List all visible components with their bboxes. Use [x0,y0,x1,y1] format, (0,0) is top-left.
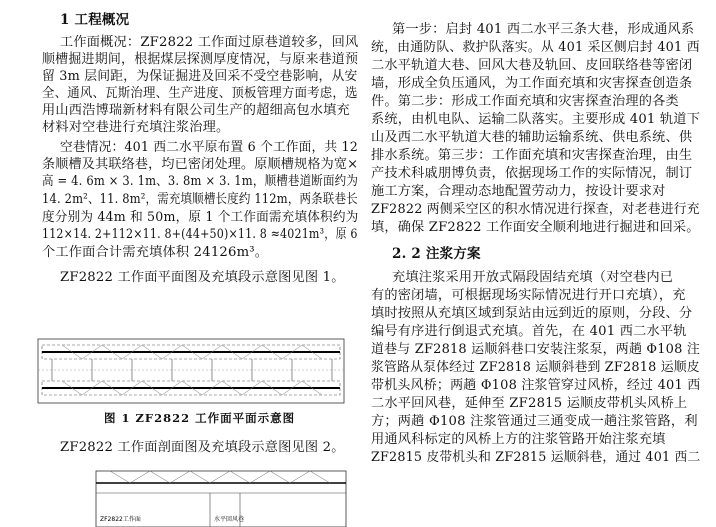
text-line: 二水平轨道大巷、回风大巷及轨回、皮回联络巷等密闭 [371,58,693,73]
text-line: 112×14. 2+112×11. 8+(44+50)×11. 8 ≈4021m³，原 6 [42,227,358,242]
text-line: 有的密闭墙，可根据现场实际情况进行开口充填），充 [371,288,686,303]
text-line: ZF2822 工作面平面图及充填段示意图见图 1。 [60,270,345,285]
text-line: 系统，由机电队、运输二队落实。主要形成 401 轨道下 [371,112,701,127]
text-line: 填，确保 ZF2822 工作面安全顺利地进行掘进和回采。 [371,220,700,235]
text-line: 编号有序进行倒退式充填。首先，在 401 西二水平轨 [371,324,687,339]
text-line: 高 = 4. 6m × 3. 1m、3. 8m × 3. 1m，顺槽巷道断面约为 [42,174,359,189]
text-line: 用通风科标定的风桥上方的注浆管路开始注浆充填 [371,432,666,447]
text-line: 个工作面合计需充填体积 24126m³。 [42,245,269,260]
figure1-caption: 图 1 ZF2822 工作面平面示意图 [104,411,296,425]
text-line: 用山西浩博瑞新材料有限公司生产的超细高包水填充 [42,103,350,118]
text-line: 山及西二水平轨道大巷的辅助运输系统、供电系统、供 [371,130,693,145]
text-line: 工作面概况：ZF2822 工作面过原巷道较多，回风 [60,35,359,50]
text-line: ZF2822 工作面剖面图及充填段示意图见图 2。 [60,440,345,455]
text-line: 度分别为 44m 和 50m，原 1 个工作面需充填体积约为 [42,210,359,225]
text-line: 浆管路从泵体经过 ZF2818 运顺斜巷到 ZF2818 运顺皮 [371,360,700,375]
text-line: 道巷与 ZF2818 运顺斜巷口安装注浆泵，两趟 Φ108 注 [371,342,700,357]
figure2-label-roadway: 水平回风巷 [214,516,245,523]
text-line: 二水平回风巷，延伸至 ZF2815 运顺皮带机头风桥上 [371,396,688,411]
text-line: 14. 2m²、11. 8m²，需充填顺槽长度约 112m，两条联巷长 [42,192,358,207]
text-line: 条顺槽及其联络巷，均已密闭处理。原顺槽规格为宽× [42,157,359,172]
text-line: ZF2815 皮带机头和 ZF2815 运顺斜巷，通过 401 西二 [371,450,701,465]
subsection-heading: 2. 2 注浆方案 [392,246,481,262]
text-line: 带机头风桥；两趟 Φ108 注浆管穿过风桥，经过 401 西 [371,378,701,393]
text-line: 材料对空巷进行充填注浆治理。 [42,120,230,135]
text-line: 顺槽掘进期间，根据煤层探测厚度情况，与原来巷道预 [42,52,359,67]
section-heading: 1 工程概况 [60,12,130,28]
text-line: 施工方案，合理动态地配置劳动力，按设计要求对 [371,184,666,199]
text-line: 第一步：启封 401 西二水平三条大巷，形成通风系 [392,22,695,37]
text-line: 留 3m 层间距，为保证掘进及回采不受空巷影响，从安 [42,69,358,84]
text-line: ZF2822 两侧采空区的积水情况进行探查，对老巷进行充 [371,202,700,217]
text-line: 全、通风、瓦斯治理、生产进度、顶板管理方面考虑，选 [42,86,358,101]
figure2-label-face: ZF2822工作面 [100,516,141,523]
text-line: 空巷情况：401 西二水平原布置 6 个工作面，共 12 [60,140,359,155]
figure1-diagram [32,335,352,407]
text-line: 填时按照从充填区域到泵站由远到近的原则，分段、分 [371,306,693,321]
text-line: 墙，形成全负压通风，为工作面充填和灾害探查创造条 [371,76,693,91]
text-line: 方；两趟 Φ108 注浆管通过三通变成一趟注浆管路，利 [371,414,698,429]
figure2-diagram [90,467,350,527]
text-line: 统，由通防队、救护队落实。从 401 采区侧启封 401 西 [371,40,700,55]
text-line: 产技术科戚朋博负责，依据现场工作的实际情况，制订 [371,166,693,181]
text-line: 排水系统。第三步：工作面充填和灾害探查治理，由生 [371,148,693,163]
text-line: 件。第二步：形成工作面充填和灾害探查治理的各类 [371,94,679,109]
text-line: 充填注浆采用开放式隔段固结充填（对空巷内已 [392,270,674,285]
